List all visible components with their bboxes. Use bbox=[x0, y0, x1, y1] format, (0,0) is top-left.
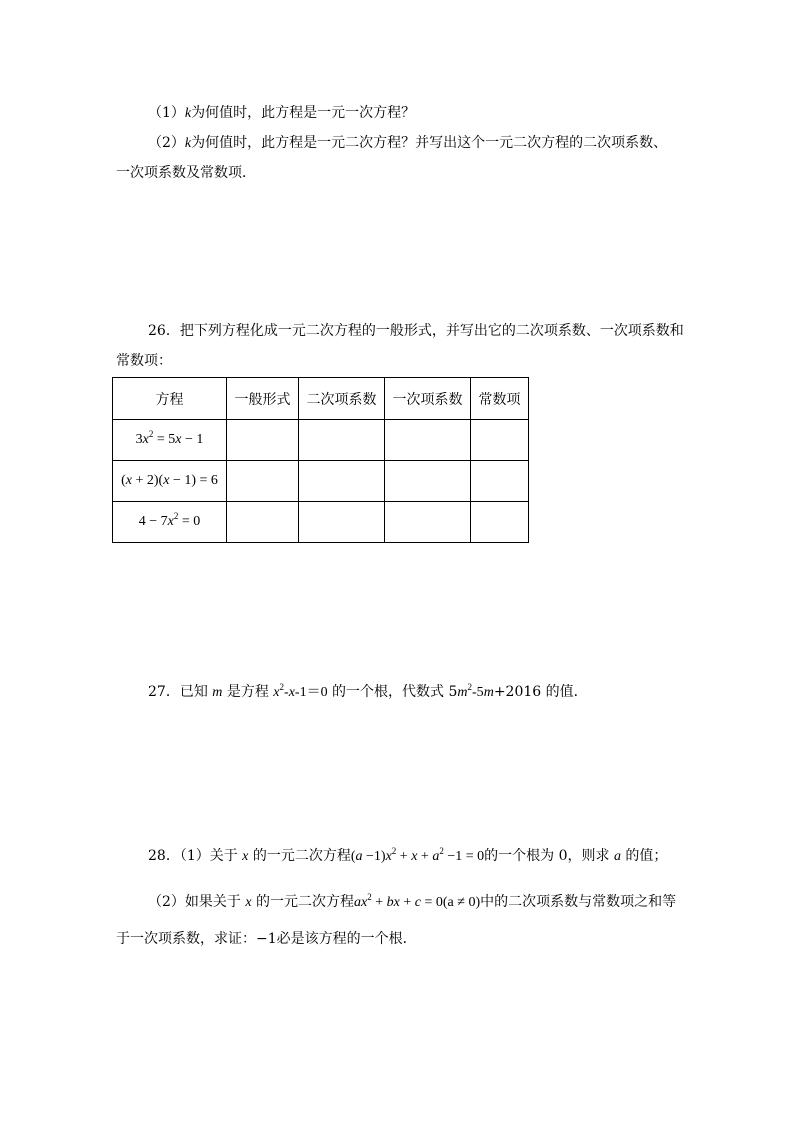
q27-mid: 是方程 bbox=[222, 684, 274, 700]
table-header-cell: 方程 bbox=[113, 378, 227, 420]
q28-p1-prefix: 28．（1）关于 bbox=[148, 848, 243, 864]
q27-eq-minus: - bbox=[284, 685, 289, 700]
table-cell bbox=[385, 420, 471, 461]
eq-variable: x bbox=[163, 473, 170, 488]
q26-continuation: 常数项： bbox=[116, 353, 172, 369]
table-cell bbox=[299, 420, 385, 461]
table-row bbox=[113, 420, 529, 461]
q25-part2-number: （2） bbox=[148, 135, 185, 151]
q25-part2-continuation: 一次项系数及常数项． bbox=[116, 165, 256, 181]
q28-p1-eq: ( bbox=[350, 849, 356, 864]
q28-p1-eq-x: x bbox=[385, 849, 392, 864]
q26-text: 26．把下列方程化成一元二次方程的一般形式，并写出它的二次项系数、一次项系数和 bbox=[148, 323, 684, 339]
table-header-cell: 常数项 bbox=[471, 378, 529, 420]
eq-part: = 0 bbox=[178, 514, 201, 529]
eq-part: 3 bbox=[135, 432, 143, 447]
q28-p2-eq-c: c bbox=[414, 895, 421, 910]
table-header-cell: 二次项系数 bbox=[299, 378, 385, 420]
eq-part: 4 − 7 bbox=[138, 514, 168, 529]
q27-m3: m bbox=[483, 685, 494, 700]
eq-exponent: 2 bbox=[148, 429, 154, 439]
eq-exponent: 2 bbox=[173, 511, 179, 521]
table-header-cell: 一般形式 bbox=[227, 378, 299, 420]
q28-p1-a: a bbox=[613, 849, 621, 864]
q28-p2-tail: 中的二次项系数与常数项之和等 bbox=[480, 894, 677, 910]
equation-cell bbox=[113, 502, 227, 543]
q25-part2 bbox=[148, 133, 667, 154]
q28-p1-eq: + bbox=[396, 849, 412, 864]
q27-eq-x2: x bbox=[288, 685, 295, 700]
q28-p1-tail: 的值； bbox=[620, 848, 668, 864]
q28-p1-mid2: 的一个根为 0，则求 bbox=[484, 848, 614, 864]
table-header-cell: 一次项系数 bbox=[385, 378, 471, 420]
table-cell bbox=[299, 461, 385, 502]
q27-exp2: 2 bbox=[467, 682, 473, 692]
eq-variable: x bbox=[142, 432, 149, 447]
equation-cell bbox=[113, 461, 227, 502]
eq-part: ( bbox=[121, 473, 126, 488]
q28-p1-eq-a2: a bbox=[432, 849, 440, 864]
q27-prefix: 27．已知 bbox=[148, 684, 213, 700]
q28-p1-eq: −1) bbox=[362, 849, 386, 864]
table-row bbox=[113, 502, 529, 543]
eq-part: − 1) = 6 bbox=[169, 473, 218, 488]
table-cell bbox=[227, 502, 299, 543]
q28-p1-eq-x2: x bbox=[411, 849, 418, 864]
table-cell bbox=[471, 461, 529, 502]
q28-p1-x: x bbox=[242, 849, 249, 864]
q27-text bbox=[148, 682, 588, 703]
q28-p1-eq: + bbox=[417, 849, 433, 864]
q28-p2-mid: 的一元二次方程 bbox=[251, 894, 355, 910]
equation-cell bbox=[113, 420, 227, 461]
q28-p2-eq-b: bx bbox=[386, 895, 400, 910]
q25-part1-number: （1） bbox=[148, 105, 185, 121]
table-cell bbox=[385, 461, 471, 502]
q25-part1 bbox=[148, 103, 415, 124]
q28-p2-prefix: （2）如果关于 bbox=[148, 894, 246, 910]
table-header-row bbox=[113, 378, 529, 420]
table-cell bbox=[385, 502, 471, 543]
q25-part2-text: 为何值时，此方程是一元二次方程？并写出这个一元二次方程的二次项系数、 bbox=[191, 135, 668, 151]
q27-tail: +2016 的值． bbox=[493, 684, 588, 700]
eq-part: + 2)( bbox=[131, 473, 164, 488]
q26-table bbox=[112, 377, 529, 543]
q28-part2-continuation: 于一次项系数，求证：−1必是该方程的一个根． bbox=[116, 931, 417, 947]
q28-p2-eq-exp: 2 bbox=[367, 892, 372, 902]
q27-mid2: 的一个根，代数式 5 bbox=[327, 684, 458, 700]
q28-p1-eq: −1 = 0 bbox=[443, 849, 485, 864]
q28-p2-eq: + bbox=[371, 895, 387, 910]
table-cell bbox=[299, 502, 385, 543]
eq-variable: x bbox=[167, 514, 174, 529]
q25-part1-variable: k bbox=[184, 106, 192, 121]
q28-p2-x: x bbox=[245, 895, 252, 910]
q27-m: m bbox=[212, 685, 223, 700]
q27-eq-x: x bbox=[273, 685, 280, 700]
q27-eq-tail: -1＝0 bbox=[294, 685, 328, 700]
q27-m2: m bbox=[457, 685, 468, 700]
q28-p1-eq-a: a bbox=[355, 849, 363, 864]
q27-eq-exponent: 2 bbox=[279, 682, 285, 692]
q28-p1-mid: 的一元二次方程 bbox=[248, 848, 351, 864]
table-cell bbox=[227, 420, 299, 461]
eq-variable: x bbox=[125, 473, 132, 488]
eq-variable: x bbox=[175, 432, 182, 447]
table-cell bbox=[227, 461, 299, 502]
q27-dash: -5 bbox=[472, 685, 484, 700]
eq-part: − 1 bbox=[181, 432, 204, 447]
q28-p2-eq: + bbox=[399, 895, 415, 910]
q28-p2-eq-a: ax bbox=[354, 895, 368, 910]
table-cell bbox=[471, 420, 529, 461]
q28-p1-eq-exp2: 2 bbox=[439, 846, 444, 856]
q25-part2-variable: k bbox=[184, 136, 192, 151]
q28-part1 bbox=[148, 846, 667, 867]
q28-p1-eq-exp: 2 bbox=[391, 846, 397, 856]
q25-part1-text: 为何值时，此方程是一元一次方程？ bbox=[191, 105, 416, 121]
q28-part2 bbox=[148, 892, 676, 913]
eq-part: = 5 bbox=[153, 432, 176, 447]
q28-p2-eq: = 0(a ≠ 0) bbox=[421, 895, 481, 910]
table-cell bbox=[471, 502, 529, 543]
table-row bbox=[113, 461, 529, 502]
